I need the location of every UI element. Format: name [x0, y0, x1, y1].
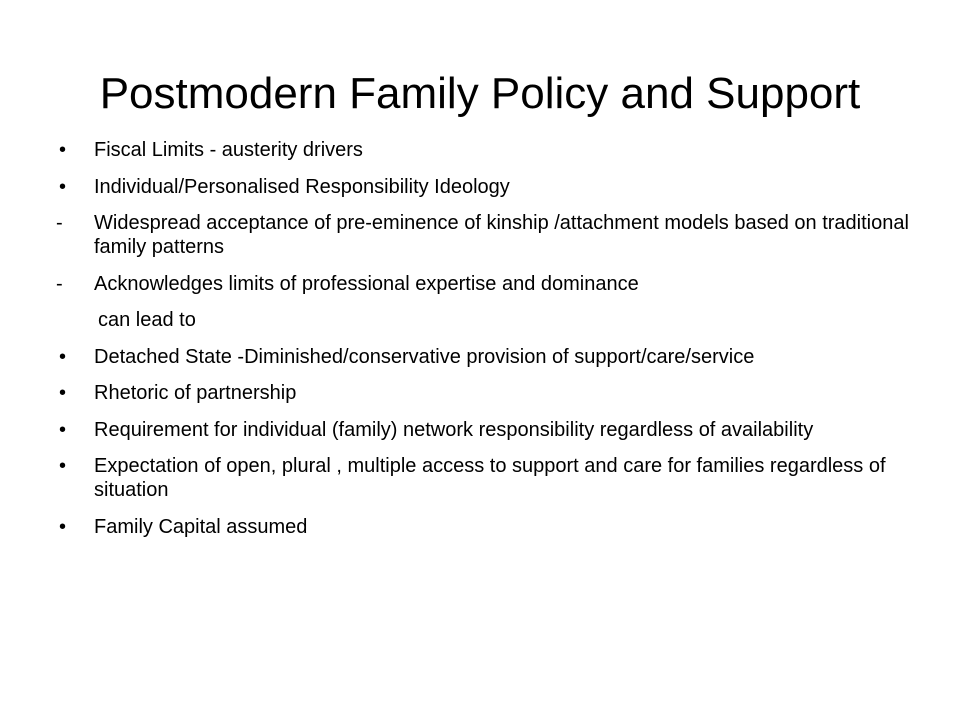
- list-item: [56, 345, 916, 369]
- list-item: [56, 175, 916, 199]
- bullet-icon: •: [59, 139, 67, 161]
- list-item-text: Acknowledges limits of professional expertise and dominance: [94, 272, 639, 295]
- slide-title: Postmodern Family Policy and Support: [99, 69, 861, 118]
- bullet-icon: •: [59, 515, 67, 538]
- list-item: [56, 515, 916, 539]
- bullet-icon: •: [59, 455, 67, 477]
- list-item: [56, 138, 916, 162]
- list-item: [56, 418, 916, 442]
- list-item: [56, 381, 916, 405]
- list-item-text: Fiscal Limits - austerity drivers: [94, 139, 363, 161]
- dash-icon: -: [56, 272, 63, 295]
- list-item-text: Expectation of open, plural , multiple access to support and care for families regardless of situation: [94, 455, 886, 501]
- list-item: [56, 308, 916, 332]
- bullet-list: [56, 138, 916, 551]
- bullet-icon: •: [59, 345, 67, 368]
- dash-icon: -: [56, 212, 63, 234]
- list-item-text: Individual/Personalised Responsibility Ideology: [94, 175, 510, 198]
- list-item-text: Rhetoric of partnership: [94, 382, 297, 404]
- bullet-icon: •: [59, 175, 67, 198]
- list-item: [56, 211, 916, 259]
- list-item: [56, 454, 916, 502]
- list-item-text: Widespread acceptance of pre-eminence of kinship /attachment models based on traditional family patterns: [94, 212, 909, 258]
- list-item: [56, 272, 916, 296]
- list-item-text: Detached State -Diminished/conservative provision of support/care/service: [94, 345, 755, 368]
- list-item-text: can lead to: [98, 309, 196, 331]
- bullet-icon: •: [59, 418, 67, 441]
- list-item-text: Requirement for individual (family) network responsibility regardless of availability: [94, 418, 814, 441]
- bullet-icon: •: [59, 382, 67, 404]
- list-item-text: Family Capital assumed: [94, 515, 308, 538]
